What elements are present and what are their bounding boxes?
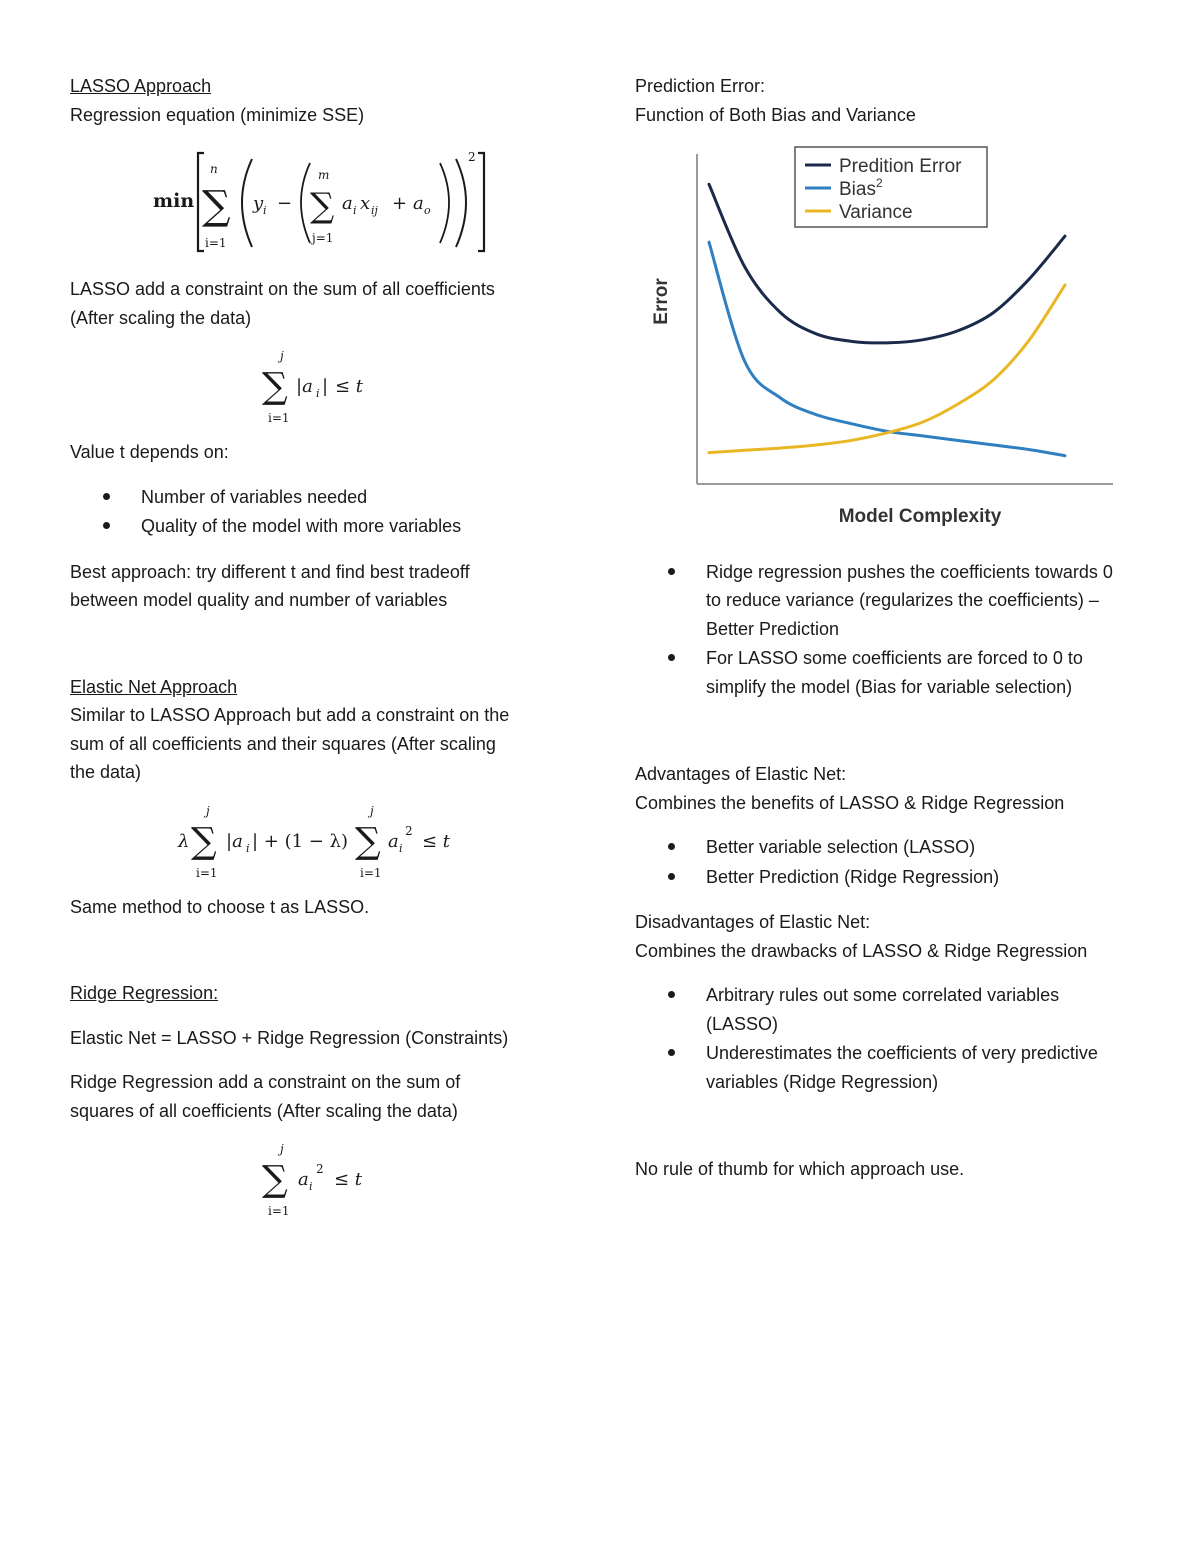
svg-text:j: j: [280, 349, 284, 363]
sigma: ∑: [262, 366, 288, 407]
elastic-constraint-formula: [70, 795, 560, 885]
svg-text:+: +: [392, 193, 408, 214]
best-approach-2: between model quality and number of variables: [70, 590, 448, 610]
disadvantages-list: [635, 981, 1125, 1096]
svg-text:i: i: [353, 204, 357, 217]
series-line-bias: [709, 242, 1065, 456]
advantages-title: Advantages of Elastic Net:: [635, 764, 847, 784]
svg-text:i: i: [399, 841, 403, 855]
no-rule-text: No rule of thumb for which approach use.: [635, 1159, 965, 1179]
svg-text:a: a: [388, 830, 399, 852]
sigma: ∑: [355, 820, 381, 862]
formula-min: min: [153, 190, 195, 212]
lasso-constraint-formula: [70, 340, 560, 430]
legend-label: Variance: [839, 202, 913, 223]
series-line-variance: [709, 285, 1065, 453]
ridge-eq: Elastic Net = LASSO + Ridge Regression (Constraints): [70, 1027, 509, 1048]
svg-text:|a: |a: [296, 376, 313, 397]
lasso-line1: Regression equation (minimize SSE): [70, 104, 365, 125]
value-t-text: Value t depends on:: [70, 442, 229, 462]
value-t-list: [70, 483, 560, 541]
svg-text:i=1: i=1: [360, 865, 382, 880]
svg-text:a: a: [342, 193, 353, 214]
elastic-line3: the data): [70, 762, 142, 782]
left-column: [70, 72, 560, 1231]
lasso-line2: LASSO add a constraint on the sum of all coefficients: [70, 279, 495, 299]
disadvantages-subtitle: Combines the drawbacks of LASSO & Ridge Regression: [635, 940, 1088, 961]
svg-text:≤ t: ≤ t: [335, 376, 364, 397]
svg-text:2: 2: [316, 1162, 324, 1176]
ridge-constraint-formula: [70, 1133, 560, 1223]
sigma: ∑: [262, 1159, 288, 1200]
y-axis-label: Error: [651, 278, 672, 325]
svg-text:i: i: [316, 387, 320, 400]
elastic-heading: Elastic Net Approach: [70, 676, 238, 697]
same-method-text: Same method to choose t as LASSO.: [70, 896, 370, 917]
svg-text:|a: |a: [226, 830, 243, 852]
svg-text:−: −: [277, 193, 293, 214]
svg-text:≤ t: ≤ t: [334, 1169, 363, 1190]
svg-text:|: |: [322, 376, 329, 397]
sigma-outer: ∑: [202, 183, 231, 229]
x-axis-label: Model Complexity: [838, 506, 1002, 527]
svg-text:o: o: [424, 204, 431, 217]
y-var: y: [253, 193, 264, 214]
elastic-line2: sum of all coefficients and their squares (After scaling: [70, 733, 496, 754]
legend-label: Predition Error: [839, 156, 962, 177]
svg-text:i: i: [246, 841, 250, 855]
bias-variance-chart: [635, 139, 1125, 539]
svg-text:i: i: [309, 1180, 313, 1193]
svg-text:2: 2: [468, 150, 476, 164]
advantages-list: [635, 833, 1125, 891]
ridge-line1: Ridge Regression add a constraint on the sum of: [70, 1072, 461, 1092]
svg-text:≤ t: ≤ t: [422, 830, 451, 852]
best-approach-1: Best approach: try different t and find best tradeoff: [70, 561, 470, 582]
svg-text:i: i: [263, 204, 267, 217]
svg-text:a: a: [413, 193, 424, 214]
svg-text:j: j: [370, 803, 374, 818]
svg-text:2: 2: [405, 823, 413, 838]
svg-text:j: j: [206, 803, 210, 818]
sum-top-outer: n: [210, 162, 218, 176]
list-item: For LASSO some coefficients are forced to 0 to simplify the model (Bias for variable selection): [635, 644, 1125, 701]
elastic-line1: Similar to LASSO Approach but add a constraint on the: [70, 705, 510, 725]
svg-text:i=1: i=1: [268, 411, 290, 425]
prediction-error-subtitle: Function of Both Bias and Variance: [635, 104, 916, 125]
ridge-lasso-list: [635, 558, 1125, 702]
list-item: Underestimates the coefficients of very predictive variables (Ridge Regression): [635, 1039, 1125, 1096]
lasso-sse-formula: [70, 137, 560, 267]
sum-bottom-outer: i=1: [205, 236, 227, 250]
svg-text:a: a: [298, 1169, 309, 1190]
ridge-line2: squares of all coefficients (After scaling the data): [70, 1100, 458, 1121]
sigma-inner: ∑: [310, 186, 335, 226]
list-item: Arbitrary rules out some correlated variables (LASSO): [635, 981, 1125, 1038]
legend-label: Bias$^2$: [839, 176, 883, 200]
right-column: [635, 72, 1125, 1184]
svg-text:j=1: j=1: [312, 231, 334, 245]
lasso-line3: (After scaling the data): [70, 307, 252, 328]
list-item: Quality of the model with more variables: [70, 512, 560, 541]
list-item: Number of variables needed: [70, 483, 560, 512]
svg-text:i=1: i=1: [196, 865, 218, 880]
sigma: ∑: [191, 820, 217, 862]
svg-text:j: j: [280, 1142, 284, 1156]
list-item: Ridge regression pushes the coefficients towards 0 to reduce variance (regularizes the coefficients) – Better Prediction: [635, 558, 1125, 644]
disadvantages-title: Disadvantages of Elastic Net:: [635, 912, 871, 932]
ridge-heading: Ridge Regression:: [70, 983, 219, 1003]
svg-text:x: x: [360, 193, 371, 214]
list-item: Better variable selection (LASSO): [635, 833, 1125, 862]
list-item: Better Prediction (Ridge Regression): [635, 863, 1125, 892]
svg-text:λ: λ: [178, 830, 190, 852]
svg-text:i=1: i=1: [268, 1204, 290, 1218]
svg-text:m: m: [318, 168, 330, 182]
svg-text:| + (1 − λ): | + (1 − λ): [252, 830, 349, 852]
advantages-subtitle: Combines the benefits of LASSO & Ridge Regression: [635, 792, 1065, 813]
prediction-error-title: Prediction Error:: [635, 76, 766, 96]
svg-text:ij: ij: [371, 204, 378, 217]
lasso-heading: LASSO Approach: [70, 76, 212, 96]
